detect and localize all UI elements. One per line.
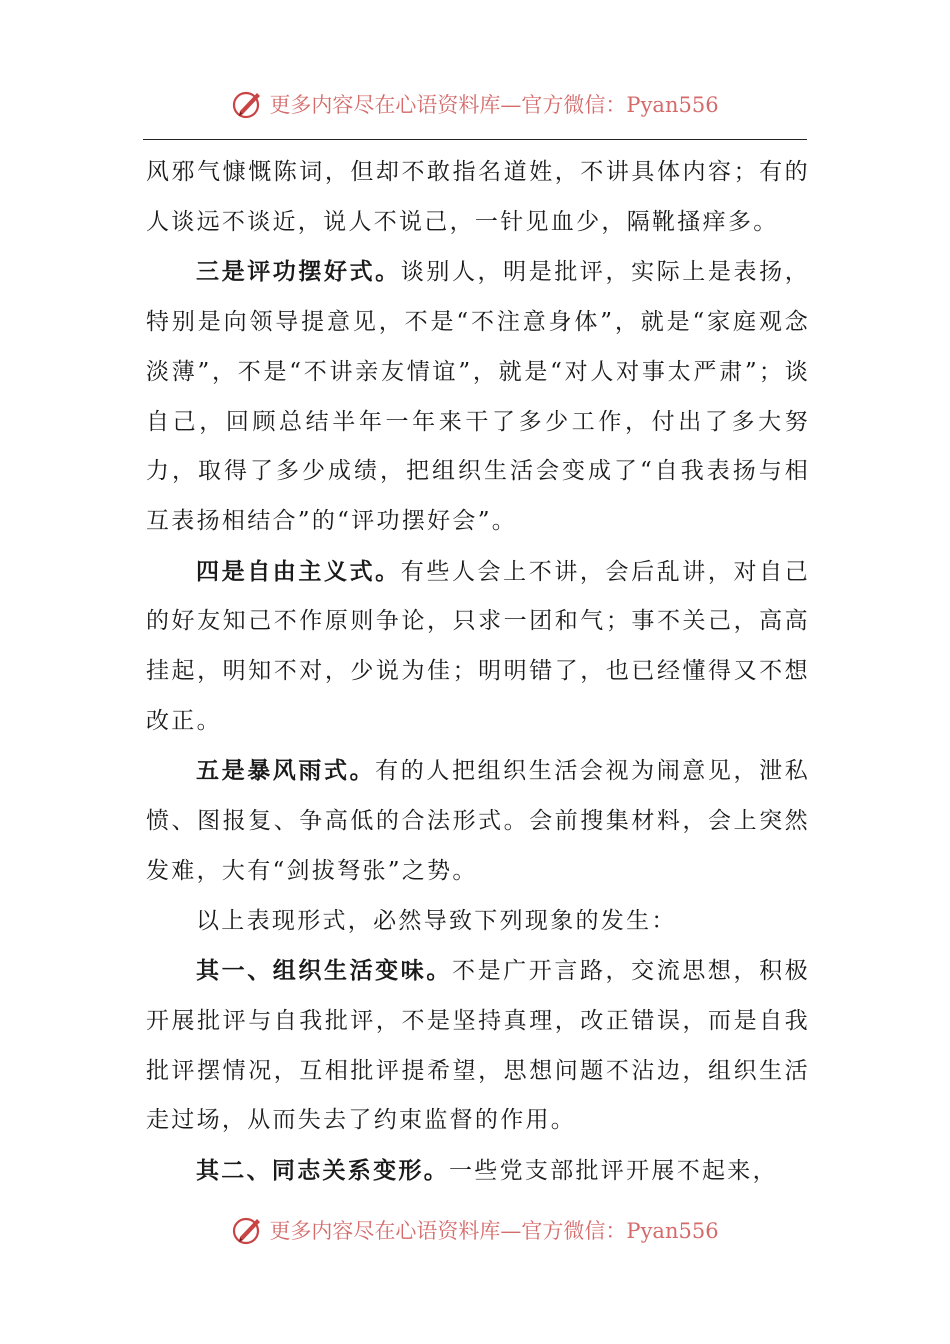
paragraph-heading: 其一、组织生活变味。	[196, 957, 452, 985]
paragraph-heading: 四是自由主义式。	[196, 557, 401, 585]
paragraph-5	[146, 746, 810, 896]
paragraph-3	[146, 247, 810, 546]
pen-circle-logo-icon	[231, 1213, 265, 1247]
paragraph-text: 有的人把组织生活会视为闹意见，泄私愤、图报复、争高低的合法形式。会前搜集材料，会上突然发难，大有“剑拔弩张”之势。	[146, 758, 810, 884]
paragraph-text: 不是广开言路，交流思想，积极开展批评与自我批评，不是坚持真理，改正错误，而是自我批评摆情况，互相批评提希望，思想问题不沾边，组织生活走过场，从而失去了约束监督的作用。	[146, 958, 811, 1134]
footer-banner	[0, 1210, 950, 1250]
document-body	[146, 148, 810, 1197]
paragraph-text: 有些人会上不讲，会后乱讲，对自己的好友知己不作原则争论，只求一团和气；事不关己，高高挂起，明知不对，少说为佳；明明错了，也已经懂得又不想改正。	[146, 558, 810, 734]
header-banner-text: 更多内容尽在心语资料库—官方微信：Pyan556	[269, 93, 719, 117]
paragraph-consequence-2	[146, 1146, 810, 1197]
paragraph-text: 以上表现形式，必然导致下列现象的发生：	[196, 907, 677, 934]
paragraph-heading: 五是暴风雨式。	[196, 757, 376, 785]
paragraph-heading: 三是评功摆好式。	[196, 258, 401, 286]
header-banner	[0, 84, 950, 124]
paragraph-summary	[146, 897, 810, 947]
paragraph-text: 风邪气慷慨陈词，但却不敢指名道姓，不讲具体内容；有的人谈远不谈近，说人不说己，一针见血少，隔靴搔痒多。	[146, 159, 810, 235]
paragraph-consequence-1	[146, 946, 810, 1146]
paragraph-text: 一些党支部批评开展不起来，	[449, 1158, 778, 1185]
header-divider	[143, 139, 807, 140]
paragraph-continuation	[146, 148, 810, 247]
pen-circle-logo-icon	[231, 87, 265, 121]
paragraph-text: 谈别人，明是批评，实际上是表扬，特别是向领导提意见，不是“不注意身体”，就是“家庭观念淡薄”，不是“不讲亲友情谊”，就是“对人对事太严肃”；谈自己，回顾总结半年一年来干了多少工作，付出了多大努力，取得了多少成绩，把组织生活会变成了“自我表扬与相互表扬相结合”的“评功摆好会”。	[146, 259, 810, 534]
paragraph-4	[146, 547, 810, 747]
footer-banner-text: 更多内容尽在心语资料库—官方微信：Pyan556	[269, 1219, 719, 1243]
paragraph-heading: 其二、同志关系变形。	[196, 1157, 449, 1185]
